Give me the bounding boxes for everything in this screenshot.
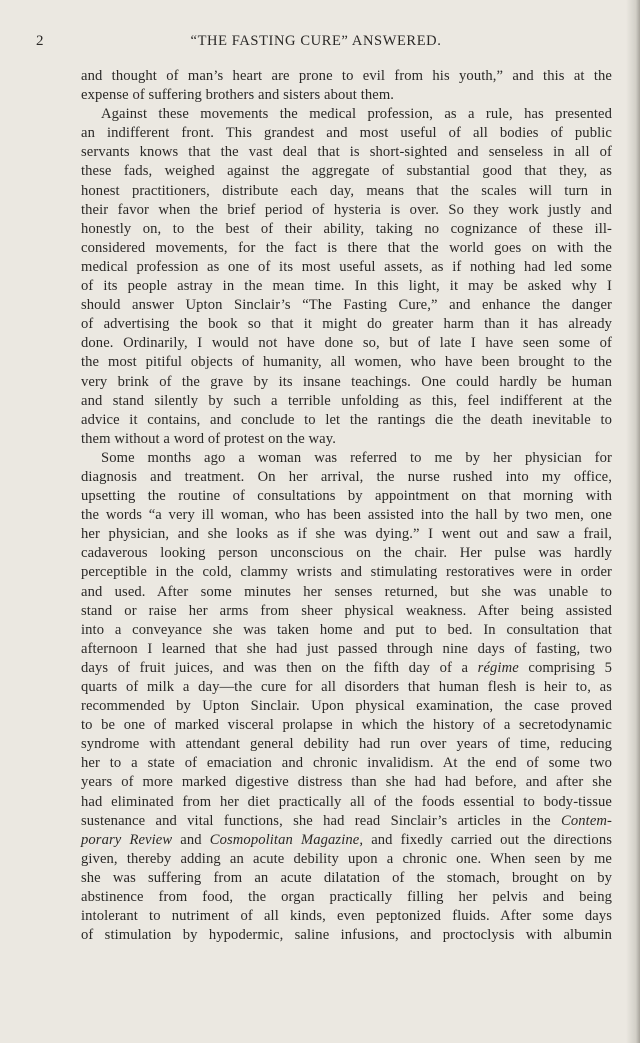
text-line: these fads, weighed against the aggregate of substantial good that they, as [81, 163, 612, 180]
text-line: she was suffering from an acute dilatation of the stomach, brought on by [81, 869, 612, 886]
page-edge-shadow [626, 0, 640, 1043]
text-line: quarts of milk a day—the cure for all disorders that human flesh is heir to, as [81, 679, 612, 695]
text-line: upsetting the routine of consultations by appointment on that morning with [81, 488, 612, 505]
text-line: diagnosis and treatment. On her arrival, the nurse rushed into my office, [81, 468, 612, 485]
text-line: her to a state of emaciation and chronic invalidism. At the end of some two [81, 755, 612, 772]
text-line: their favor when the brief period of hysteria is over. So they work justly and [81, 201, 612, 218]
text-line: honestly on, to the best of their ability, taking no cognizance of these ill- [81, 220, 612, 237]
text-line: syndrome with attendant general debility had run over years of time, reducing [81, 736, 612, 753]
text-line: servants knows that the vast deal that is short-sighted and senseless in all of [81, 144, 612, 161]
text-line: stand or raise her arms from sheer physical weakness. After being assisted [81, 602, 612, 619]
text-line: and used. After some minutes her senses returned, but she was unable to [81, 583, 612, 600]
text-line: done. Ordinarily, I would not have done so, but of late I have seen some of [81, 335, 612, 352]
text-line: Against these movements the medical profession, as a rule, has presented [101, 106, 612, 123]
body-text [81, 67, 612, 945]
text-line: had eliminated from her diet practically all of the foods essential to body-tissue [81, 793, 612, 810]
text-line: of stimulation by hypodermic, saline infusions, and proctoclysis with albumin [81, 927, 612, 944]
text-line: abstinence from food, the organ practically filling her pelvis and being [81, 889, 612, 906]
text-line: afternoon I learned that she had just passed through nine days of fasting, two [81, 640, 612, 657]
text-line: the words “a very ill woman, who has been assisted into the hall by two men, one [81, 507, 612, 524]
text-line: and thought of man’s heart are prone to evil from his youth,” and this at the [81, 68, 612, 84]
text-line: advice it contains, and conclude to let the rantings die the death inevitable to [81, 411, 612, 428]
text-line: honest practitioners, distribute each day, means that the scales will turn in [81, 182, 612, 199]
text-line: medical profession as one of its most useful assets, as if nothing had led some [81, 258, 612, 275]
text-line: very brink of the grave by its insane teachings. One could hardly be human [81, 373, 612, 390]
text-line: Some months ago a woman was referred to me by her physician for [101, 449, 612, 466]
text-line: porary Review and Cosmopolitan Magazine, and fixedly carried out the directions [81, 831, 612, 848]
text-line: of its people astray in the mean time. In this light, it may be asked why I [81, 278, 612, 295]
text-line: into a conveyance she was taken home and put to bed. In consultation that [81, 621, 612, 638]
text-line: the most pitiful objects of humanity, all women, who have been brought to the [81, 354, 612, 371]
running-head: “THE FASTING CURE” ANSWERED. [190, 33, 442, 49]
text-line: them without a word of protest on the way. [81, 430, 336, 447]
text-line: of advertising the book so that it might do greater harm than it has already [81, 316, 612, 333]
text-line: her physician, and she looks as if she was dying.” I went out and saw a frail, [81, 526, 612, 543]
page-header [36, 33, 596, 53]
text-line: recommended by Upton Sinclair. Upon physical examination, the case proved [81, 698, 612, 715]
text-line: expense of suffering brothers and sisters about them. [81, 87, 395, 104]
text-line: should answer Upton Sinclair’s “The Fasting Cure,” and enhance the danger [81, 297, 612, 314]
text-line: to be one of marked visceral prolapse in which the history of a secretodynamic [81, 717, 612, 734]
text-line: perceptible in the cold, clammy wrists and stimulating restoratives were in order [81, 564, 612, 581]
text-line: an indifferent front. This grandest and most useful of all bodies of public [81, 125, 612, 142]
text-line: days of fruit juices, and was then on the fifth day of a régime comprising 5 [81, 659, 612, 676]
text-line: cadaverous looking person unconscious on the chair. Her pulse was hardly [81, 545, 612, 562]
text-line: years of more marked digestive distress than she had had before, and after she [81, 774, 612, 791]
page-number: 2 [36, 33, 44, 49]
text-line: considered movements, for the fact is there that the world goes on with the [81, 239, 612, 256]
text-line: sustenance and vital functions, she had read Sinclair’s articles in the Contem- [81, 812, 612, 829]
text-line: and stand silently by such a terrible unfolding as this, feel indifferent at the [81, 392, 612, 409]
text-line: given, thereby adding an acute debility upon a chronic one. When seen by me [81, 850, 612, 867]
text-line: intolerant to nutriment of all kinds, even peptonized fluids. After some days [81, 908, 612, 925]
